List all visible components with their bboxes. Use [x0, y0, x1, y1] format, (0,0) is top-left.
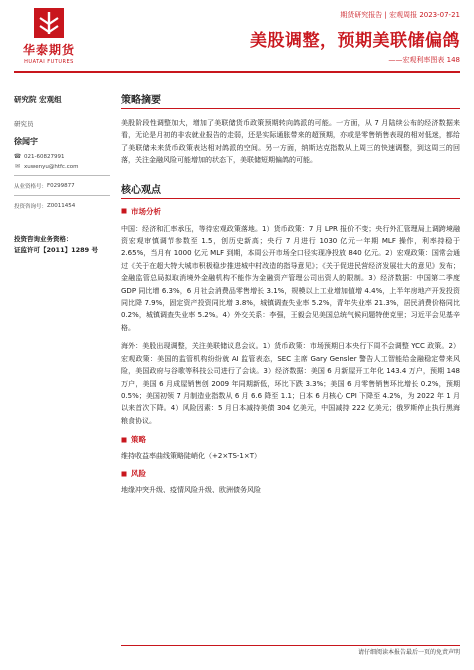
main-content — [121, 91, 460, 495]
sidebar — [14, 94, 114, 256]
strategy-text: 维持收益率曲线策略陡峭化（+2×TS-1×T） — [121, 452, 262, 461]
cert-value: F0299877 — [47, 183, 75, 189]
footer-divider — [121, 645, 460, 646]
logo-text-en: HUATAI FUTURES — [24, 59, 74, 65]
phone-row — [14, 153, 114, 160]
bullet-icon — [121, 437, 127, 443]
sidebar-divider — [14, 175, 110, 176]
phone-number: 021-60827991 — [24, 153, 65, 160]
market-analysis-heading — [121, 206, 460, 217]
report-subtitle: ——宏观利率图表 148 — [388, 56, 460, 64]
email-address: xuwenyu@htfc.com — [24, 163, 79, 170]
license-info — [14, 234, 114, 256]
section-title-summary: 策略摘要 — [121, 91, 460, 109]
sidebar-divider — [14, 195, 110, 196]
department: 研究院 宏观组 — [14, 95, 62, 104]
logo-text-cn: 华泰期货 — [22, 43, 75, 57]
cert-label: 从业资格号： — [14, 184, 48, 190]
footer-disclaimer: 请仔细阅读本报告最后一页的免责声明 — [357, 649, 460, 656]
email-row — [14, 163, 114, 170]
bullet-icon — [121, 471, 127, 477]
risk-title: 风险 — [131, 469, 146, 479]
strategy-title: 策略 — [131, 435, 146, 445]
phone-icon: ☎ — [13, 153, 22, 160]
abstract-paragraph: 美股阶段性调整加大，增加了美联储货币政策预期转向鸽派的可能。一方面，从 7 月陆续公布的经济数据来看，无论是月初的非农就业报告的走弱，还是实际通胀带来的超预期，亦或是零售销售表现的相对低迷，都给了美联储未来货币政策表达相对鸽派的空间。另一方面，纳斯达克指数从上周三的快速调整，到这周三的回落，关注金融风险可能增加的状态下，美联储短期偏鸽的可能。 — [121, 119, 460, 165]
invest-row — [14, 202, 114, 210]
bullet-icon — [121, 208, 127, 214]
invest-value: Z0011454 — [47, 203, 76, 209]
report-title: 美股调整，预期美联储偏鸽 — [250, 31, 460, 51]
invest-label: 投资咨询号： — [14, 204, 48, 210]
risk-heading — [121, 468, 460, 479]
risk-text: 地缘冲突升级、疫情风险升级、欧洲债务风险 — [121, 486, 261, 495]
overseas-paragraph: 海外：美股出现调整，关注美联储议息会议。1）货币政策：市场预期日本央行下周不会调整 YCC 政策。2）宏观政策：美国的监管机构纷纷就 AI 监管表态，SEC 主席 Gary Gensler 警告人工智能给金融稳定带来风险，美国政府与谷歌等科技公司进行了会谈。3）经济数据：美国 6 月新屋开工年化 143.4 万户，预期 148 万户，美国 6 月成屋销售创 2009 年同期新低，环比下跌 3.3%；美国 6 月零售销售环比增长 0.2%，预期 0.5%；美国初领 7 月制造业指数从 6 月 6.6 降至 1.1；日本 6 月核心 CPI 下降至 4.2%，为 2022 年 1 月以来首次下降。4）风险因素：5 月日本减持美债 304 亿美元，中国减持 222 亿美元；俄罗斯停止执行黑海粮食协议。 — [121, 342, 460, 425]
china-paragraph: 中国：经济和汇率承压，等待宏观政策落地。1）货币政策：7 月 LPR 报价不变；央行外汇管理局上调跨境融资宏观审慎调节参数至 1.5，创历史新高；央行 7 月进行 1030 亿元一年期 MLF 操作，利率持稳于 2.65%，当月有 1000 亿元 MLF 到期，本周公开市场全口径实现净投放 840 亿元。2）宏观政策：国常会通过《关于在超大特大城市积极稳步推进城中村改造的指导意见》；《关于促进民营经济发展壮大的意见》发布；金融监管总局拟取消境外金融机构不能作为金融资产管理公司出资人的限制。3）经济数据：中国第二季度 GDP 同比增 6.3%，6 月社会消费品零售增长 3.1%，规模以上工业增加值增 4.4%，上半年房地产开发投资同比降 7.9%，固定资产投资同比增 3.8%，城镇调查失业率 5.2%，青年失业率 21.3%，居民消费价格同比 0.2%，城镇调查失业率 5.2%。4）外交关系：李强，王毅会见美国总统气候问题特使克里；习近平会见基辛格。 — [121, 224, 460, 332]
license-line-2: 证监许可【2011】1289 号 — [14, 246, 98, 254]
cert-row — [14, 182, 114, 190]
section-title-core: 核心观点 — [121, 181, 460, 199]
email-icon: ✉ — [14, 163, 21, 170]
market-analysis — [121, 223, 460, 428]
logo-mark-icon — [34, 8, 64, 38]
strategy-heading — [121, 434, 460, 445]
company-logo — [14, 8, 84, 65]
header-divider — [14, 71, 460, 73]
report-type: 期货研究报告 | 宏观周报 2023-07-21 — [340, 11, 460, 19]
researcher-label: 研究员 — [14, 120, 34, 128]
license-line-1: 投资咨询业务资格： — [14, 235, 73, 243]
researcher-name: 徐闻宇 — [14, 137, 38, 146]
market-analysis-title: 市场分析 — [131, 206, 161, 216]
